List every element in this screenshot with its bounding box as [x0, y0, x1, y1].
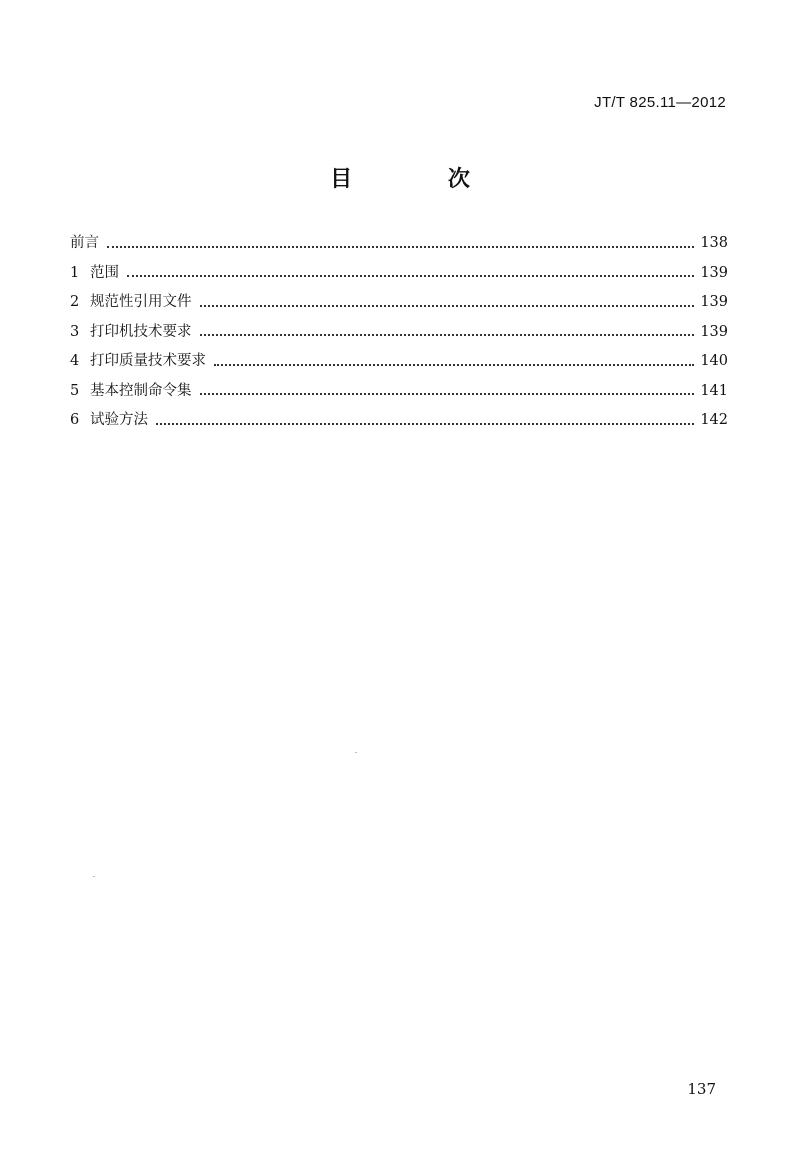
toc-entry-number: 4 — [70, 353, 80, 369]
toc-entry-number: 1 — [70, 264, 80, 281]
toc-entry-number: 3 — [70, 323, 80, 340]
toc-leader-dots — [156, 423, 694, 425]
toc-entry-page: 139 — [700, 264, 728, 281]
scan-speck — [355, 752, 357, 753]
toc-entry-4[interactable] — [70, 347, 728, 377]
toc-leader-dots — [214, 364, 694, 366]
toc-leader-dots — [127, 275, 694, 277]
toc-entry-label: 范围 — [90, 264, 119, 281]
toc-entry-6[interactable] — [70, 406, 728, 436]
toc-entry-label: 规范性引用文件 — [90, 294, 192, 310]
toc-entry-label: 试验方法 — [90, 412, 148, 428]
toc-leader-dots — [107, 246, 694, 248]
toc-entry-label: 打印质量技术要求 — [90, 353, 206, 369]
toc-leader-dots — [200, 334, 695, 336]
toc-entry-label: 基本控制命令集 — [90, 382, 192, 399]
toc-entry-number: 6 — [70, 412, 80, 428]
toc-entry-number: 5 — [70, 382, 80, 399]
toc-entry-page: 142 — [700, 412, 728, 428]
toc-entry-page: 139 — [700, 323, 728, 340]
toc-entry-5[interactable] — [70, 377, 728, 407]
page-number: 137 — [687, 1080, 716, 1098]
toc-entry-page: 141 — [700, 382, 728, 399]
toc-entry-foreword[interactable] — [70, 229, 728, 259]
toc-entry-1[interactable] — [70, 259, 728, 289]
toc-list — [70, 229, 728, 436]
toc-entry-label: 前言 — [70, 235, 99, 251]
toc-entry-page: 140 — [700, 353, 728, 369]
toc-leader-dots — [200, 393, 695, 395]
toc-entry-3[interactable] — [70, 318, 728, 348]
scan-speck — [93, 876, 95, 877]
toc-title: 目 次 — [330, 167, 514, 192]
toc-entry-2[interactable] — [70, 288, 728, 318]
toc-entry-label: 打印机技术要求 — [90, 323, 192, 340]
toc-leader-dots — [200, 305, 695, 307]
document-code: JT/T 825.11—2012 — [594, 94, 726, 111]
toc-entry-page: 139 — [700, 294, 728, 310]
toc-entry-page: 138 — [700, 235, 728, 251]
toc-entry-number: 2 — [70, 294, 80, 310]
